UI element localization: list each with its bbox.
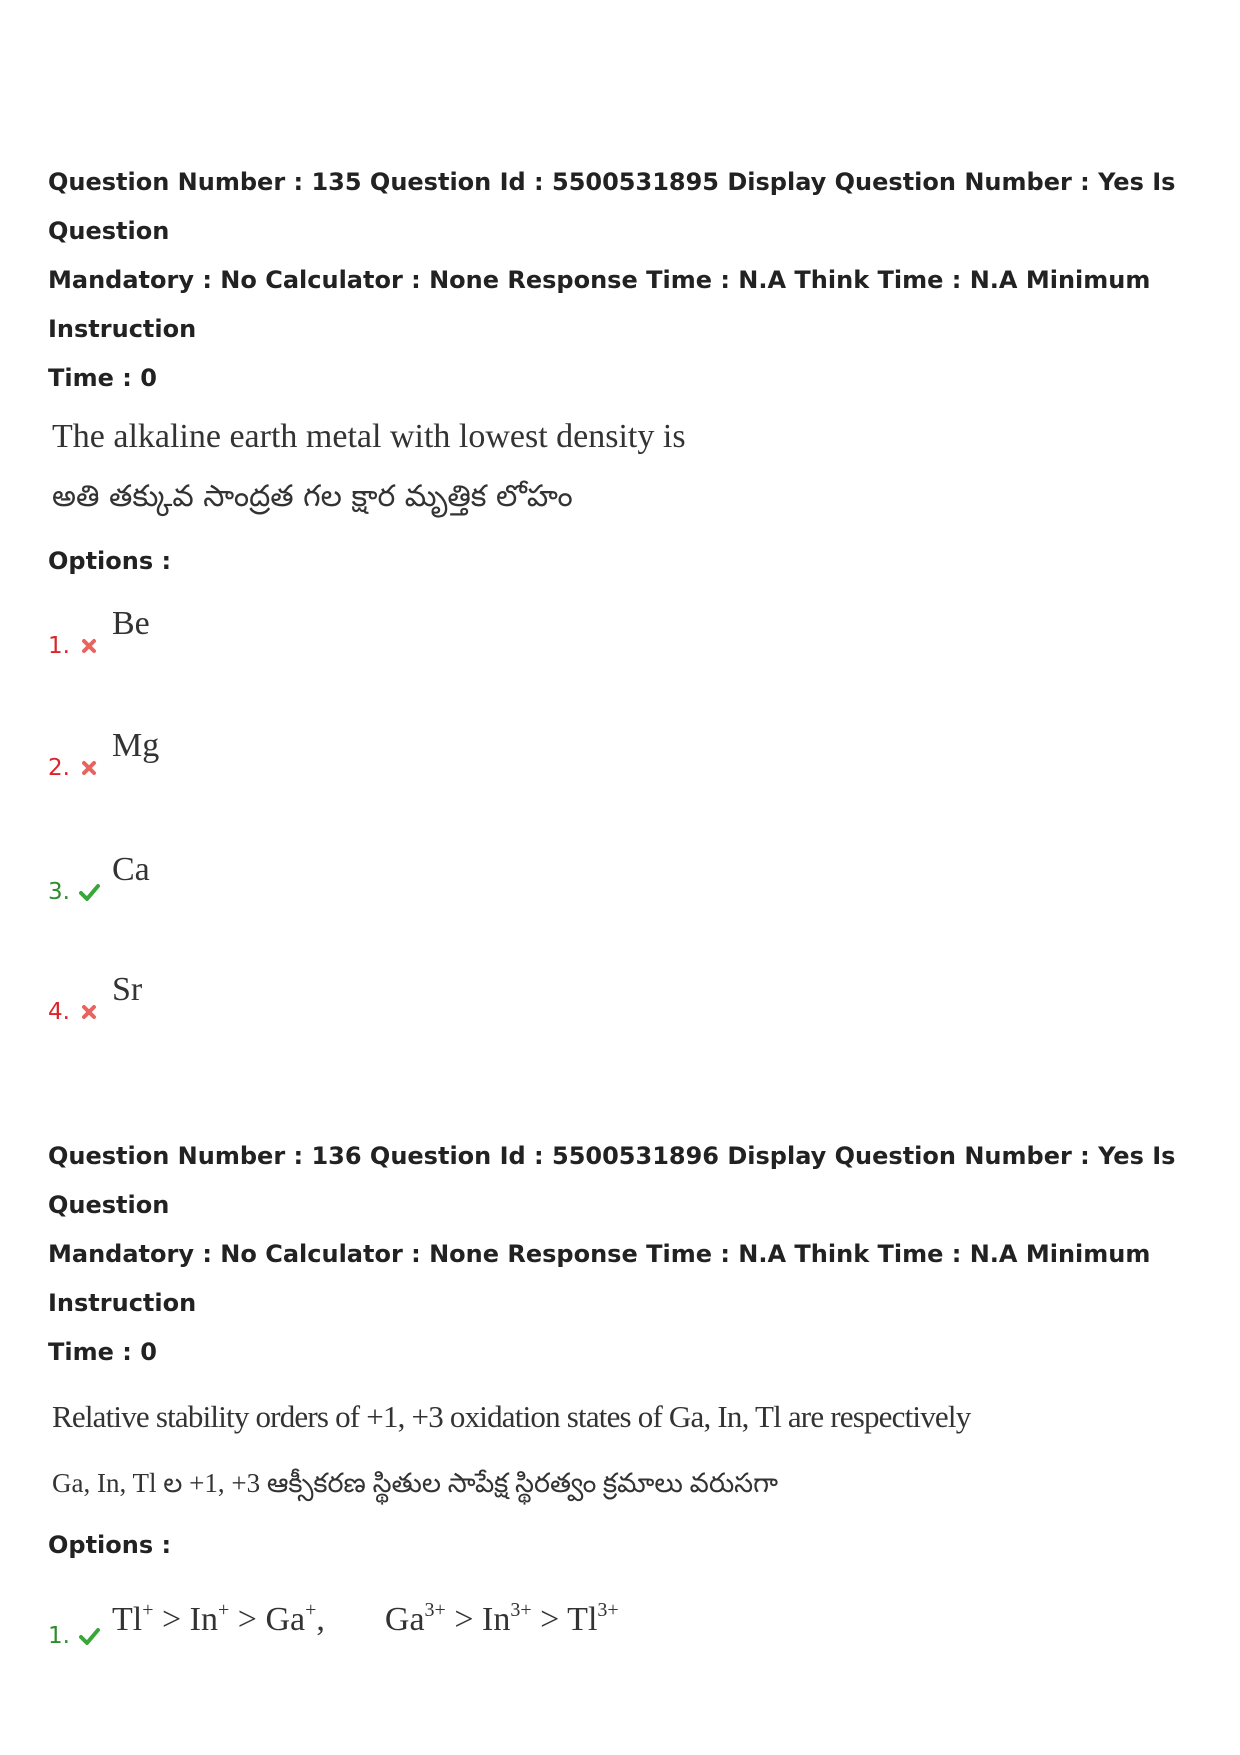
wrong-mark-icon [78,757,100,779]
option-number: 2. [48,755,70,781]
wrong-mark-icon [78,1001,100,1023]
question-stem-english: The alkaline earth metal with lowest density is [52,418,686,455]
option-3[interactable] [48,851,948,911]
option-number: 1. [48,1623,70,1649]
wrong-mark-icon [78,635,100,657]
question-meta-line-3: Time : 0 [48,364,157,392]
correct-mark-icon [78,1625,100,1647]
option-text: Be [112,605,150,642]
option-1[interactable] [48,1595,948,1655]
option-text: Mg [112,727,160,764]
correct-mark-icon [78,881,100,903]
question-meta-line-2: Mandatory : No Calculator : None Response Time : N.A Think Time : N.A Minimum Instruction [48,266,1151,343]
option-4[interactable] [48,971,948,1031]
option-1[interactable] [48,605,948,665]
option-number: 1. [48,633,70,659]
option-2[interactable] [48,727,948,787]
question-meta-line-2: Mandatory : No Calculator : None Response Time : N.A Think Time : N.A Minimum Instruction [48,1240,1151,1317]
option-number: 4. [48,999,70,1025]
question-meta-line-1: Question Number : 135 Question Id : 5500531895 Display Question Number : Yes Is Question [48,168,1176,245]
option-text: Sr [112,971,143,1008]
option-number: 3. [48,879,70,905]
question-meta-line-1: Question Number : 136 Question Id : 5500531896 Display Question Number : Yes Is Question [48,1142,1176,1219]
options-label: Options : [48,547,172,575]
option-text: Ca [112,851,150,888]
question-stem-telugu: అతి తక్కువ సాంద్రత గల క్షార మృత్తిక లోహం [52,479,573,514]
options-label: Options : [48,1531,172,1559]
question-stem-english: Relative stability orders of +1, +3 oxidation states of Ga, In, Tl are respectively [52,1399,971,1434]
question-meta-line-3: Time : 0 [48,1338,157,1366]
question-136 [48,1132,1208,1649]
option-text: Tl+ > In+ > Ga+, $Ga^{3+} > In^{3+} > Tl^{3+}$ [112,1599,619,1638]
question-stem-telugu: Ga, In, Tl ల +1, +3 ఆక్సీకరణ స్థితుల సాపేక్ష స్థిరత్వం క్రమాలు వరుసగా [52,1468,778,1498]
question-135 [48,158,1208,1025]
